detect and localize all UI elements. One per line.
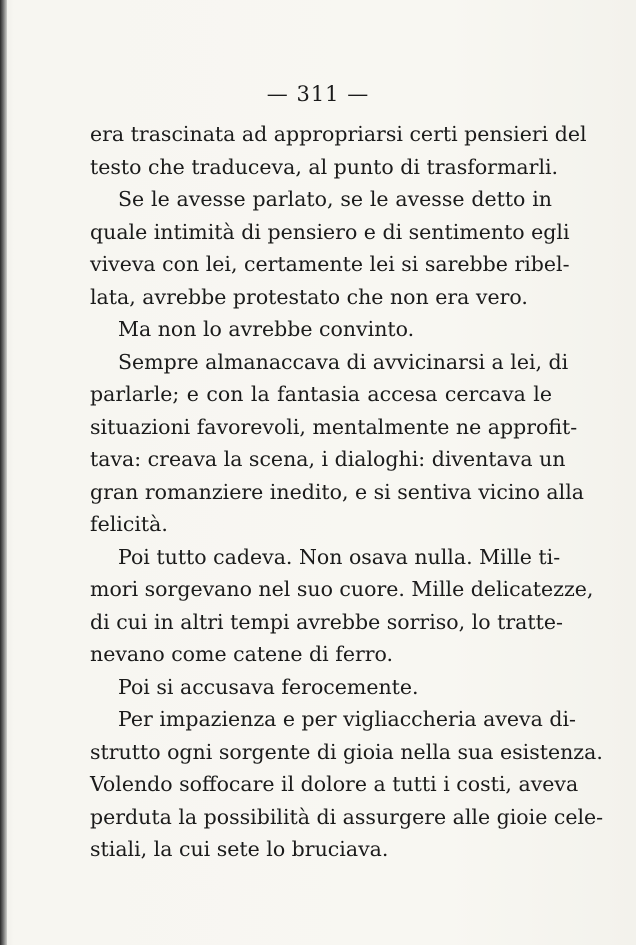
text-line: stiali, la cui sete lo bruciava. xyxy=(90,837,389,861)
binding-edge xyxy=(0,0,7,945)
text-line: Poi tutto cadeva. Non osava nulla. Mille ti- xyxy=(118,544,561,569)
text-line: Se le avesse parlato, se le avesse detto in xyxy=(118,187,552,211)
text-line: strutto ogni sorgente di gioia nella sua esistenza. xyxy=(90,739,603,764)
text-line: Volendo soffocare il dolore a tutti i costi, aveva xyxy=(90,772,579,796)
page-number: — 311 — xyxy=(266,82,370,106)
text-line: lata, avrebbe protestato che non era vero. xyxy=(90,284,528,309)
text-line: mori sorgevano nel suo cuore. Mille delicatezze, xyxy=(90,577,594,601)
text-line: quale intimità di pensiero e di sentimento egli xyxy=(90,219,570,244)
body-text xyxy=(90,118,604,866)
text-line: di cui in altri tempi avrebbe sorriso, lo tratte- xyxy=(90,609,563,634)
text-line: viveva con lei, certamente lei si sarebbe ribel- xyxy=(90,252,570,276)
text-line: tava: creava la scena, i dialoghi: diventava un xyxy=(90,447,566,471)
text-line: Ma non lo avrebbe convinto. xyxy=(118,317,415,341)
text-line: parlarle; e con la fantasia accesa cercava le xyxy=(90,382,552,406)
text-line: gran romanziere inedito, e si sentiva vicino alla xyxy=(90,479,584,504)
text-line: felicità. xyxy=(90,512,168,536)
text-line: Sempre almanaccava di avvicinarsi a lei, di xyxy=(118,349,569,374)
text-line: testo che traduceva, al punto di trasformarli. xyxy=(90,154,559,179)
text-line: era trascinata ad appropriarsi certi pensieri del xyxy=(90,122,587,146)
text-line: situazioni favorevoli, mentalmente ne approfit- xyxy=(90,414,578,439)
text-line: nevano come catene di ferro. xyxy=(90,642,394,666)
text-line: perduta la possibilità di assurgere alle gioie cele- xyxy=(90,804,604,829)
text-line: Per impazienza e per vigliaccheria aveva di- xyxy=(118,707,576,731)
text-line: Poi si accusava ferocemente. xyxy=(118,674,419,699)
